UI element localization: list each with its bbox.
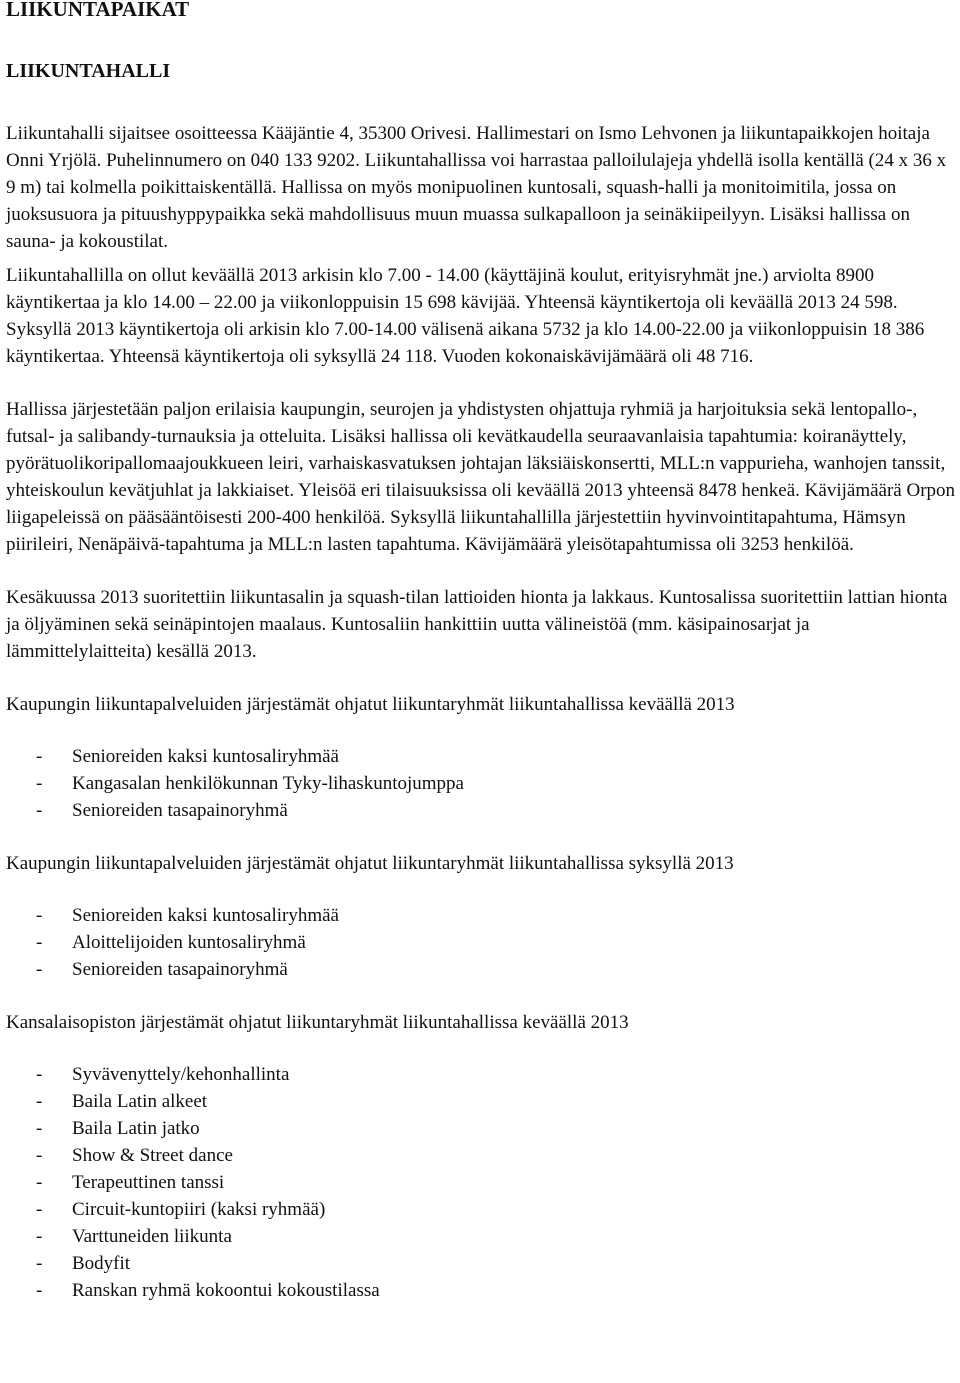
list-item [6, 956, 956, 983]
autumn-groups-heading: Kaupungin liikuntapalveluiden järjestämät ohjatut liikuntaryhmät liikuntahallissa syksyllä 2013 [6, 853, 734, 874]
list-item [6, 743, 956, 770]
list-item-text: Varttuneiden liikunta [72, 1226, 232, 1247]
list-item-text: Senioreiden kaksi kuntosaliryhmää [72, 905, 339, 926]
spring-groups-heading: Kaupungin liikuntapalveluiden järjestämät ohjatut liikuntaryhmät liikuntahallissa keväällä 2013 [6, 694, 735, 715]
list-item-text: Senioreiden kaksi kuntosaliryhmää [72, 746, 339, 767]
list-item [6, 1223, 956, 1250]
list-item [6, 1196, 956, 1223]
list-dash: - [36, 1118, 43, 1139]
list-dash: - [36, 1199, 43, 1220]
list-item [6, 1115, 956, 1142]
autumn-groups-list [6, 902, 956, 983]
list-dash: - [36, 1172, 43, 1193]
list-dash: - [36, 959, 43, 980]
list-item [6, 1250, 956, 1277]
list-item [6, 1169, 956, 1196]
adult-education-groups-list [6, 1061, 956, 1304]
list-item-text: Aloittelijoiden kuntosaliryhmä [72, 932, 306, 953]
list-dash: - [36, 1091, 43, 1112]
list-item-text: Baila Latin alkeet [72, 1091, 208, 1112]
list-item-text: Bodyfit [72, 1253, 131, 1274]
list-item-text: Syvävenyttely/kehonhallinta [72, 1064, 290, 1085]
list-item [6, 1061, 956, 1088]
list-item-text: Ranskan ryhmä kokoontui kokoustilassa [72, 1280, 380, 1301]
adult-education-groups-heading: Kansalaisopiston järjestämät ohjatut liikuntaryhmät liikuntahallissa keväällä 2013 [6, 1012, 629, 1033]
document-page [6, 0, 956, 1304]
list-item-text: Kangasalan henkilökunnan Tyky-lihaskuntojumppa [72, 773, 464, 794]
list-dash: - [36, 1064, 43, 1085]
list-item [6, 1277, 956, 1304]
visitor-stats-paragraph: Liikuntahallilla on ollut keväällä 2013 arkisin klo 7.00 - 14.00 (käyttäjinä koulut, erityisryhmät jne.) arviolta 8900 käyntikertaa ja klo 14.00 – 22.00 ja viikonloppuisin 15 698 kävijää. Yhteensä käyntikertoja oli keväällä 2013 24 598. Syksyllä 2013 käyntikertoja oli arkisin klo 7.00-14.00 välisenä aikana 5732 ja klo 14.00-22.00 ja viikonloppuisin 18 386 käyntikertaa. Yhteensä käyntikertoja oli syksyllä 24 118. Vuoden kokonaiskävijämäärä oli 48 716. [6, 265, 925, 367]
section-subtitle: LIIKUNTAHALLI [6, 60, 171, 82]
list-item [6, 1142, 956, 1169]
list-dash: - [36, 1145, 43, 1166]
page-title: LIIKUNTAPAIKAT [6, 0, 190, 21]
list-item-text: Senioreiden tasapainoryhmä [72, 959, 288, 980]
list-dash: - [36, 905, 43, 926]
list-dash: - [36, 1280, 43, 1301]
list-item-text: Terapeuttinen tanssi [72, 1172, 225, 1193]
list-dash: - [36, 932, 43, 953]
list-item [6, 770, 956, 797]
list-item-text: Senioreiden tasapainoryhmä [72, 800, 288, 821]
events-paragraph: Hallissa järjestetään paljon erilaisia kaupungin, seurojen ja yhdistysten ohjattuja ryhmiä ja harjoituksia sekä lentopallo-, futsal- ja salibandy-turnauksia ja otteluita. Lisäksi hallissa oli kevätkaudella seuraavanlaisia tapahtumia: koiranäyttely, pyörätuolikoripallomaajoukkueen leiri, varhaiskasvatuksen johtajan läksiäiskonsertti, MLL:n vappurieha, wanhojen tanssit, yhteiskoulun kevätjuhlat ja lakkiaiset. Yleisöä eri tilaisuuksissa oli keväällä 2013 yhteensä 8478 henkeä. Kävijämäärä Orpon liigapeleissä on pääsääntöisesti 200-400 henkilöä. Syksyllä liikuntahallilla järjestettiin hyvinvointitapahtuma, Hämsyn piirileiri, Nenäpäivä-tapahtuma ja MLL:n lasten tapahtuma. Kävijämäärä yleisötapahtumissa oli 3253 henkilöä. [6, 399, 956, 555]
renovation-paragraph: Kesäkuussa 2013 suoritettiin liikuntasalin ja squash-tilan lattioiden hionta ja lakkaus. Kuntosalissa suoritettiin lattian hionta ja öljyäminen sekä seinäpintojen maalaus. Kuntosaliin hankittiin uutta välineistöä (mm. käsipainosarjat ja lämmittelylaitteita) kesällä 2013. [6, 587, 948, 662]
list-dash: - [36, 746, 43, 767]
list-item-text: Baila Latin jatko [72, 1118, 200, 1139]
list-dash: - [36, 1226, 43, 1247]
spring-groups-list [6, 743, 956, 824]
list-item-text: Show & Street dance [72, 1145, 233, 1166]
list-item-text: Circuit-kuntopiiri (kaksi ryhmää) [72, 1199, 326, 1220]
list-item [6, 929, 956, 956]
list-item [6, 797, 956, 824]
intro-paragraph: Liikuntahalli sijaitsee osoitteessa Kääjäntie 4, 35300 Orivesi. Hallimestari on Ismo Lehvonen ja liikuntapaikkojen hoitaja Onni Yrjölä. Puhelinnumero on 040 133 9202. Liikuntahallissa voi harrastaa palloilulajeja yhdellä isolla kentällä (24 x 36 x 9 m) tai kolmella poikittaiskentällä. Hallissa on myös monipuolinen kuntosali, squash-halli ja monitoimitila, jossa on juoksusuora ja pituushyppypaikka sekä mahdollisuus muun muassa sulkapalloon ja seinäkiipeilyyn. Lisäksi hallissa on sauna- ja kokoustilat. [6, 123, 947, 252]
list-item [6, 902, 956, 929]
list-item [6, 1088, 956, 1115]
list-dash: - [36, 773, 43, 794]
list-dash: - [36, 1253, 43, 1274]
list-dash: - [36, 800, 43, 821]
